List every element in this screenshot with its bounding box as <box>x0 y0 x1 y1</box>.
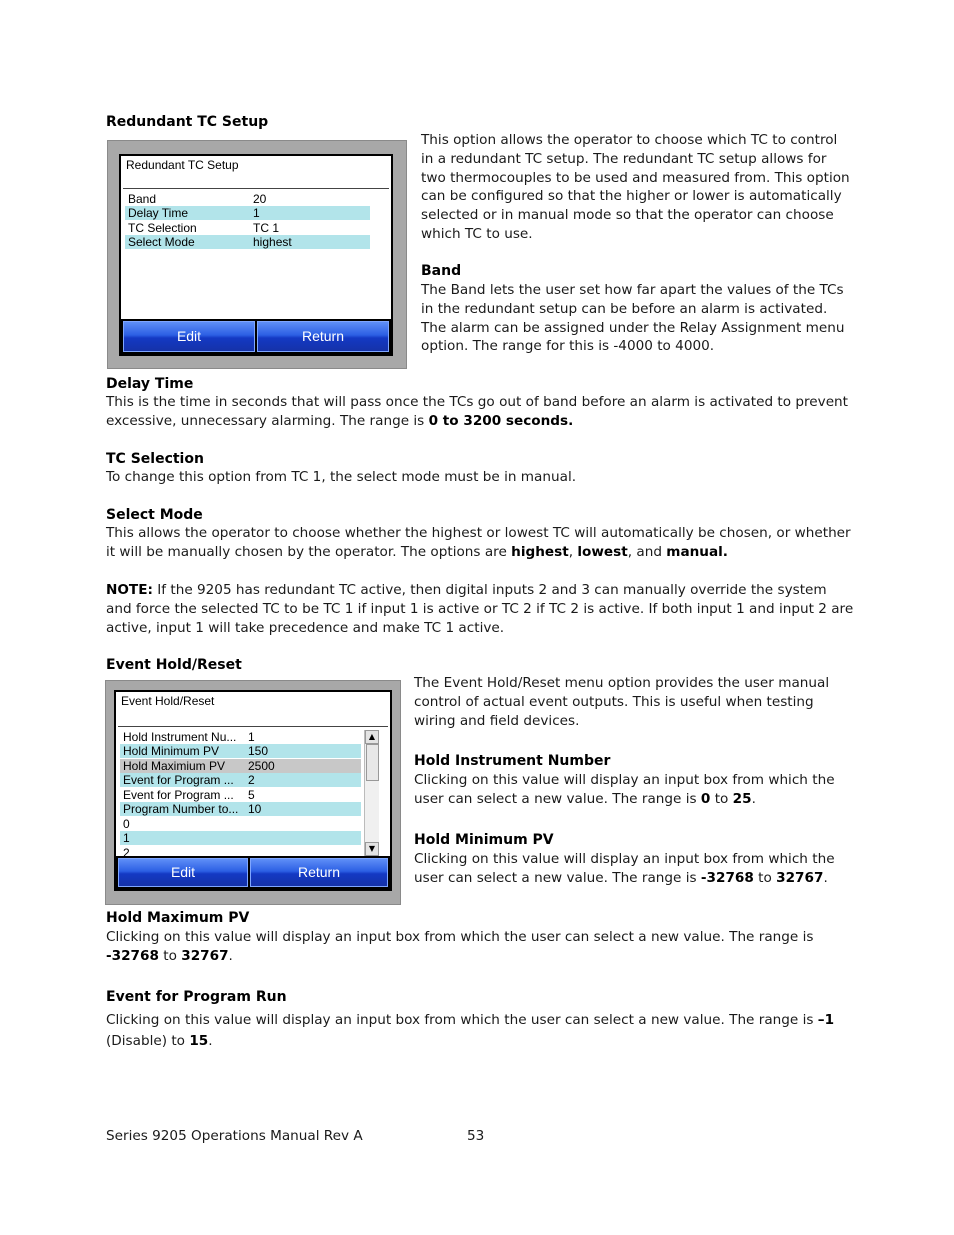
hold-instrument-text: Clicking on this value will display an input box from which the user can select a new value. The range is 0 to 25. <box>414 772 835 807</box>
scroll-up-icon[interactable]: ▲ <box>365 730 379 744</box>
menu-row[interactable]: Hold Instrument Nu... 1 <box>123 730 255 744</box>
screen-title: Redundant TC Setup <box>123 158 389 189</box>
tc-selection-heading: TC Selection <box>106 451 204 467</box>
tc-selection-text: To change this option from TC 1, the select mode must be in manual. <box>106 469 577 485</box>
delay-time-heading: Delay Time <box>106 376 194 392</box>
menu-row[interactable]: Hold Maximium PV 2500 <box>120 759 361 773</box>
delay-time-text: This is the time in seconds that will pass once the TCs go out of band before an alarm is activated to prevent excessive, unnecessary alarming. The range is 0 to 3200 seconds. <box>106 394 849 429</box>
hold-maximum-text: Clicking on this value will display an input box from which the user can select a new value. The range is -32768 to 32767. <box>106 929 814 964</box>
menu-row[interactable]: 2 <box>123 846 130 856</box>
redundant-tc-intro: This option allows the operator to choose which TC to control in a redundant TC setup. The redundant TC setup allows for two thermocouples to be used and measured from. This option can be configured so that the higher or lower is automatically selected or in manual mode so that the operator can choose which TC to use. <box>421 132 850 242</box>
edit-button[interactable]: Edit <box>118 858 248 887</box>
screen-title: Event Hold/Reset <box>118 694 388 727</box>
scrollbar[interactable] <box>364 730 379 856</box>
menu-row[interactable]: Program Number to... 10 <box>120 802 361 816</box>
menu-row[interactable]: Delay Time 1 <box>125 206 370 220</box>
event-program-text: Clicking on this value will display an input box from which the user can select a new value. The range is –1 (Disable) to 15. <box>106 1012 835 1049</box>
select-mode-heading: Select Mode <box>106 507 203 523</box>
menu-row[interactable]: Select Mode highest <box>125 235 370 249</box>
hold-maximum-heading: Hold Maximum PV <box>106 910 250 926</box>
menu-row[interactable]: Hold Minimum PV 150 <box>120 744 361 758</box>
event-hold-screen <box>105 680 401 905</box>
hold-instrument-heading: Hold Instrument Number <box>414 753 611 769</box>
hold-minimum-text: Clicking on this value will display an input box from which the user can select a new value. The range is -32768 to 32767. <box>414 851 835 886</box>
menu-row[interactable]: Band 20 <box>128 192 267 206</box>
menu-row[interactable]: Event for Program ... 2 <box>120 773 361 787</box>
section-heading-event-hold: Event Hold/Reset <box>106 657 242 673</box>
scroll-thumb[interactable] <box>366 744 379 781</box>
scroll-down-icon[interactable]: ▼ <box>365 842 379 856</box>
return-button[interactable]: Return <box>250 858 388 887</box>
section-heading-redundant-tc: Redundant TC Setup <box>106 114 269 130</box>
page-number: 53 <box>467 1128 485 1144</box>
band-text: The Band lets the user set how far apart the values of the TCs in the redundant setup can be before an alarm is activated. The alarm can be assigned under the Relay Assignment menu option. The range for this is -4000 to 4000. <box>421 282 845 355</box>
menu-row[interactable]: TC Selection TC 1 <box>128 221 280 235</box>
event-program-heading: Event for Program Run <box>106 989 287 1005</box>
note-text: NOTE: If the 9205 has redundant TC active, then digital inputs 2 and 3 can manually override the system and force the selected TC to be TC 1 if input 1 is active or TC 2 if TC 2 is active. If both input 1 and input 2 are active, input 1 will take precedence and make TC 1 active. <box>106 582 854 636</box>
menu-row[interactable]: Event for Program ... 5 <box>123 788 255 802</box>
select-mode-text: This allows the operator to choose whether the highest or lowest TC will automatically be chosen, or whether it will be manually chosen by the operator. The options are highest, lowest, and manual. <box>106 525 851 560</box>
hold-minimum-heading: Hold Minimum PV <box>414 832 554 848</box>
menu-row[interactable]: 1 <box>120 831 361 845</box>
band-heading: Band <box>421 263 462 279</box>
footer-title: Series 9205 Operations Manual Rev A <box>106 1128 363 1144</box>
event-hold-intro: The Event Hold/Reset menu option provides the user manual control of actual event outputs. This is useful when testing wiring and field devices. <box>414 675 830 729</box>
menu-row[interactable]: 0 <box>123 817 130 831</box>
edit-button[interactable]: Edit <box>123 321 255 352</box>
redundant-tc-screen <box>107 140 407 369</box>
return-button[interactable]: Return <box>257 321 389 352</box>
